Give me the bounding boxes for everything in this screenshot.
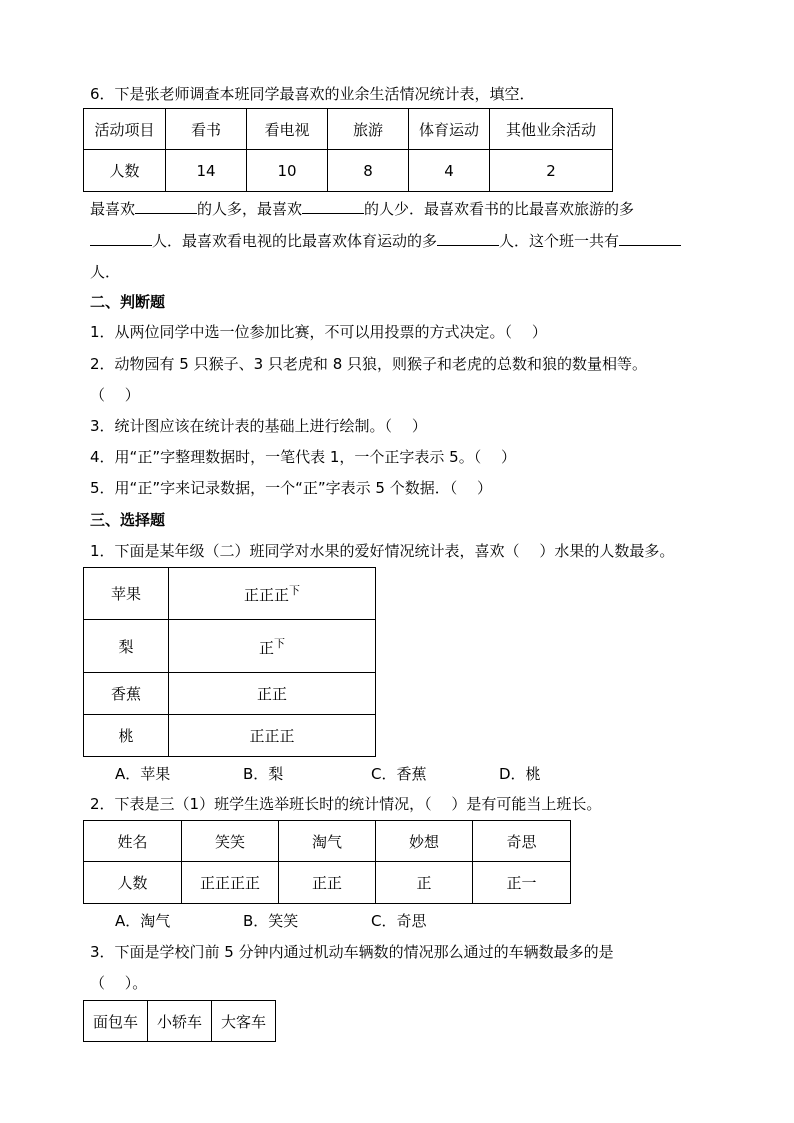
fill-text: 的人少．最喜欢看书的比最喜欢旅游的多 [364, 200, 635, 218]
tally-cell: 正正 [169, 673, 376, 715]
table-header-cell: 看电视 [247, 109, 328, 150]
option-d[interactable]: D．桃 [499, 765, 541, 783]
table-cell: 4 [409, 150, 490, 192]
judge-item: 2．动物园有 5 只猴子、3 只老虎和 8 只狼，则猴子和老虎的总数和狼的数量相等。 [90, 355, 648, 373]
tally-cell [169, 620, 376, 673]
choice-q1-text: 1．下面是某年级（二）班同学对水果的爱好情况统计表，喜欢（ ）水果的人数最多。 [90, 542, 675, 560]
choice-q2-text: 2．下表是三（1）班学生选举班长时的统计情况，（ ）是有可能当上班长。 [90, 795, 602, 813]
fill-line-1 [90, 199, 634, 219]
vehicle-table [83, 1000, 276, 1042]
section-heading-choice: 三、选择题 [90, 511, 166, 529]
answer-blank[interactable] [302, 199, 364, 214]
choice-q3-text: 3．下面是学校门前 5 分钟内通过机动车辆数的情况那么通过的车辆数最多的是 [90, 943, 614, 961]
answer-blank[interactable] [437, 231, 499, 246]
fill-line-2 [90, 231, 681, 251]
table-row [84, 715, 376, 757]
table-cell: 人数 [84, 150, 166, 192]
election-table [83, 820, 571, 904]
table-row [84, 109, 613, 150]
judge-item: 3．统计图应该在统计表的基础上进行绘制。（ ） [90, 417, 427, 435]
table-header-cell: 妙想 [376, 821, 473, 862]
tally-cell [169, 568, 376, 620]
table-header-cell: 体育运动 [409, 109, 490, 150]
q6-title: 6．下是张老师调查本班同学最喜欢的业余生活情况统计表，填空． [90, 85, 535, 103]
judge-item: 4．用“正”字整理数据时，一笔代表 1，一个正字表示 5。（ ） [90, 448, 516, 466]
table-cell: 正正正正 [182, 862, 279, 904]
table-header-cell: 看书 [166, 109, 247, 150]
table-header-cell: 淘气 [279, 821, 376, 862]
table-row [84, 620, 376, 673]
judge-item: 1．从两位同学中选一位参加比赛，不可以用投票的方式决定。（ ） [90, 323, 547, 341]
table-cell: 正正 [279, 862, 376, 904]
table-header-cell: 笑笑 [182, 821, 279, 862]
fruit-cell: 香蕉 [84, 673, 169, 715]
answer-blank[interactable] [90, 231, 152, 246]
table-row [84, 150, 613, 192]
table-cell: 10 [247, 150, 328, 192]
fill-line-3: 人． [90, 263, 121, 281]
fill-text: 人．最喜欢看电视的比最喜欢体育运动的多 [152, 232, 438, 250]
table-cell: 14 [166, 150, 247, 192]
table-row [84, 673, 376, 715]
fruit-table [83, 567, 376, 757]
fruit-cell: 梨 [84, 620, 169, 673]
answer-blank[interactable] [619, 231, 681, 246]
option-b[interactable]: B．笑笑 [243, 912, 299, 930]
table-header-cell: 奇思 [473, 821, 571, 862]
judge-item: （ ） [90, 386, 140, 404]
section-heading-judge: 二、判断题 [90, 293, 166, 311]
fill-text: 人．这个班一共有 [499, 232, 620, 250]
activity-table [83, 108, 613, 192]
tally-partial: 下 [289, 584, 300, 597]
tally-cell: 正正正 [169, 715, 376, 757]
table-cell: 正 [376, 862, 473, 904]
table-cell: 正一 [473, 862, 571, 904]
option-a[interactable]: A．淘气 [115, 912, 171, 930]
fruit-cell: 桃 [84, 715, 169, 757]
table-header-cell: 大客车 [212, 1001, 276, 1042]
table-row [84, 862, 571, 904]
table-cell: 人数 [84, 862, 182, 904]
table-cell: 8 [328, 150, 409, 192]
fruit-cell: 苹果 [84, 568, 169, 620]
table-row [84, 821, 571, 862]
option-c[interactable]: C．奇思 [371, 912, 427, 930]
tally-marks: 正 [258, 638, 274, 657]
fill-text: 的人多，最喜欢 [197, 200, 303, 218]
option-a[interactable]: A．苹果 [115, 765, 171, 783]
table-cell: 2 [490, 150, 613, 192]
tally-marks: 正正正 [243, 586, 289, 604]
table-row [84, 1001, 276, 1042]
table-header-cell: 其他业余活动 [490, 109, 613, 150]
fill-text: 最喜欢 [90, 200, 136, 218]
answer-blank[interactable] [135, 199, 197, 214]
table-row [84, 568, 376, 620]
table-header-cell: 活动项目 [84, 109, 166, 150]
option-b[interactable]: B．梨 [243, 765, 284, 783]
table-header-cell: 小轿车 [148, 1001, 212, 1042]
table-header-cell: 面包车 [84, 1001, 148, 1042]
table-header-cell: 旅游 [328, 109, 409, 150]
table-header-cell: 姓名 [84, 821, 182, 862]
option-c[interactable]: C．香蕉 [371, 765, 427, 783]
choice-q3-text2: （ ）。 [90, 974, 148, 992]
judge-item: 5．用“正”字来记录数据，一个“正”字表示 5 个数据．（ ） [90, 479, 492, 497]
tally-partial: 下 [274, 636, 285, 650]
